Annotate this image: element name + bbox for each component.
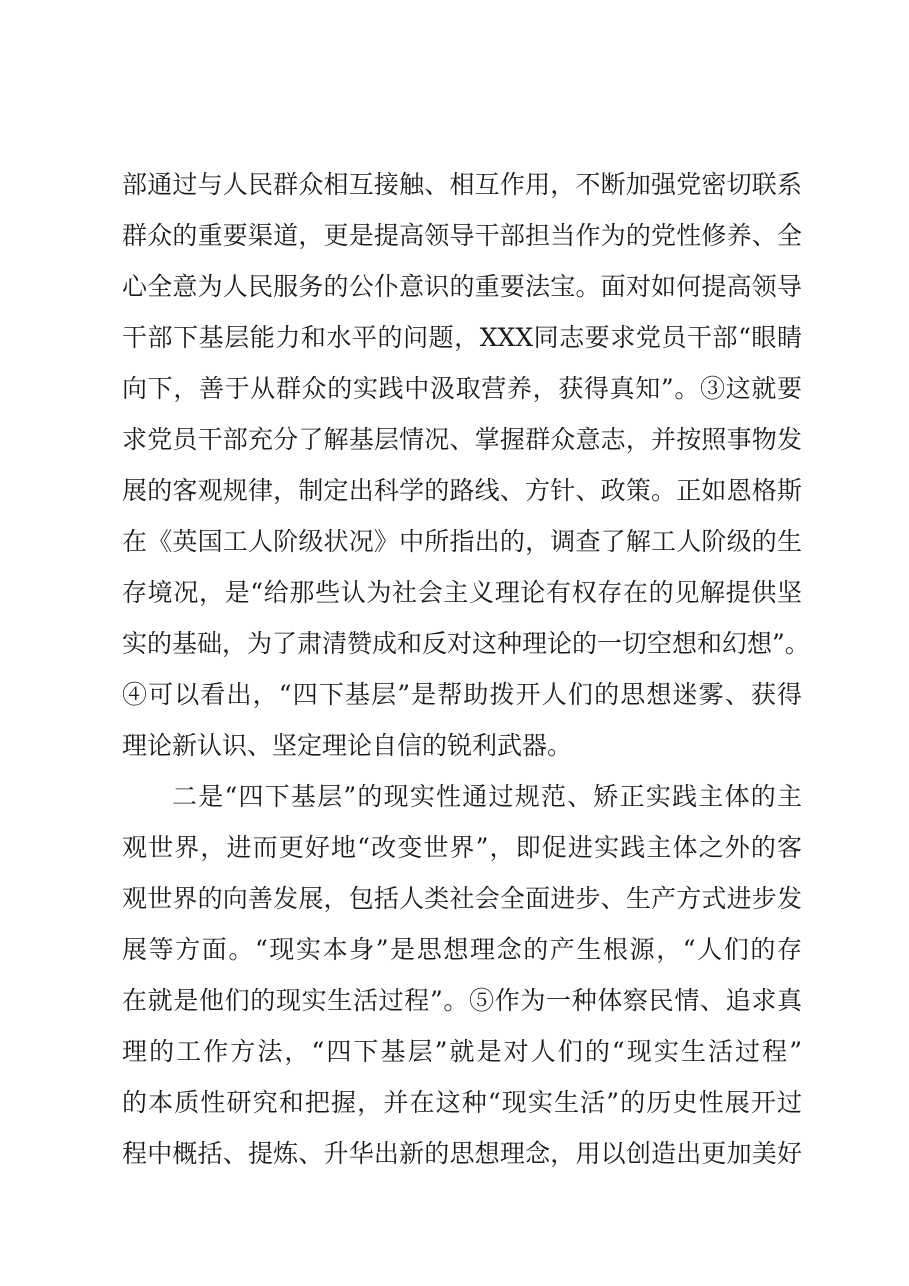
text-line: 在《英国工人阶级状况》中所指出的，调查了解工人阶级的生 bbox=[122, 527, 802, 556]
paragraph-first-line: 二是“四下基层”的现实性通过规范、矫正实践主体的主 bbox=[172, 782, 802, 811]
text-line: 展等方面。“现实本身”是思想理念的产生根源，“人们的存 bbox=[122, 935, 802, 964]
text-line: 部通过与人民群众相互接触、相互作用，不断加强党密切联系 bbox=[122, 170, 802, 199]
text-line: 求党员干部充分了解基层情况、掌握群众意志，并按照事物发 bbox=[122, 425, 802, 454]
text-line: 的本质性研究和把握，并在这种“现实生活”的历史性展开过 bbox=[122, 1088, 802, 1117]
text-line: 观世界的向善发展，包括人类社会全面进步、生产方式进步发 bbox=[122, 884, 802, 913]
text-line: 观世界，进而更好地“改变世界”，即促进实践主体之外的客 bbox=[122, 833, 802, 862]
text-line: ④可以看出，“四下基层”是帮助拨开人们的思想迷雾、获得 bbox=[122, 680, 802, 709]
text-line: 理的工作方法，“四下基层”就是对人们的“现实生活过程” bbox=[122, 1037, 802, 1066]
text-line: 理论新认识、坚定理论自信的锐利武器。 bbox=[122, 731, 573, 760]
text-line: 展的客观规律，制定出科学的路线、方针、政策。正如恩格斯 bbox=[122, 476, 802, 505]
text-line: 心全意为人民服务的公仆意识的重要法宝。面对如何提高领导 bbox=[122, 272, 802, 301]
text-line: 群众的重要渠道，更是提高领导干部担当作为的党性修养、全 bbox=[122, 221, 802, 250]
text-line: 实的基础，为了肃清赞成和反对这种理论的一切空想和幻想”。 bbox=[122, 629, 810, 658]
text-line: 在就是他们的现实生活过程”。⑤作为一种体察民情、追求真 bbox=[122, 986, 802, 1015]
text-line: 存境况，是“给那些认为社会主义理论有权存在的见解提供坚 bbox=[122, 578, 802, 607]
text-line: 向下，善于从群众的实践中汲取营养，获得真知”。③这就要 bbox=[122, 374, 802, 403]
text-line: 干部下基层能力和水平的问题，XXX同志要求党员干部“眼睛 bbox=[122, 323, 802, 352]
text-line: 程中概括、提炼、升华出新的思想理念，用以创造出更加美好 bbox=[122, 1139, 802, 1168]
